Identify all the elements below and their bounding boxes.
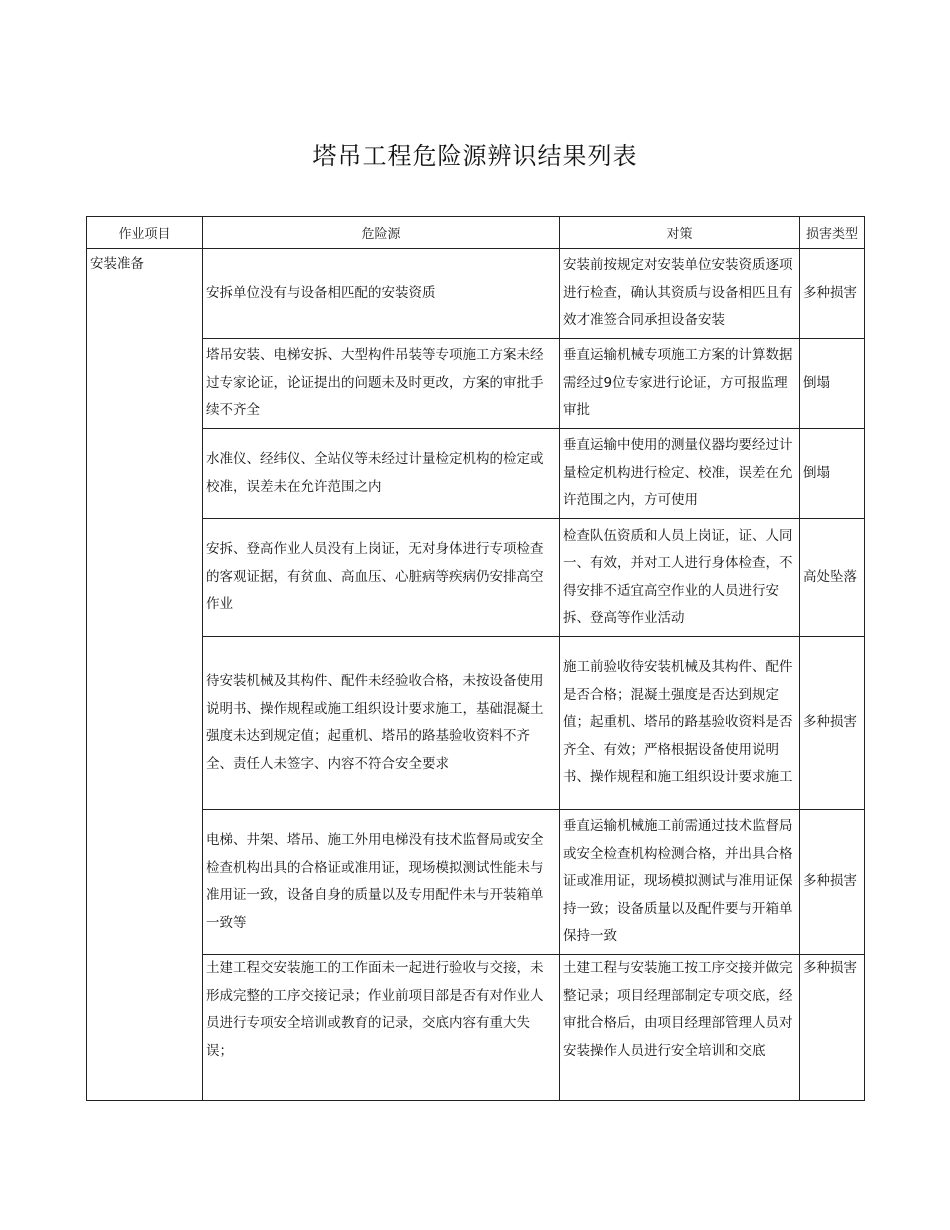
damage-type-cell: 倒塌 xyxy=(800,429,865,519)
table-row xyxy=(87,429,865,519)
hazard-cell: 水准仪、经纬仪、全站仪等未经过计量检定机构的检定或校准，误差未在允许范围之内 xyxy=(203,429,560,519)
table-row xyxy=(87,637,865,810)
hazard-table xyxy=(86,216,865,1101)
header-work-item: 作业项目 xyxy=(87,217,203,249)
category-cell: 安装准备 xyxy=(87,249,203,1101)
measure-cell: 土建工程与安装施工按工序交接并做完整记录；项目经理部制定专项交底，经审批合格后，由项目经理部管理人员对安装操作人员进行安全培训和交底 xyxy=(560,955,800,1101)
hazard-cell: 土建工程交安装施工的工作面未一起进行验收与交接，未形成完整的工序交接记录；作业前项目部是否有对作业人员进行专项安全培训或教育的记录，交底内容有重大失误； xyxy=(203,955,560,1101)
header-hazard: 危险源 xyxy=(203,217,560,249)
table-row xyxy=(87,955,865,1101)
damage-type-cell: 多种损害 xyxy=(800,249,865,339)
header-measure: 对策 xyxy=(560,217,800,249)
hazard-cell: 安拆单位没有与设备相匹配的安装资质 xyxy=(203,249,560,339)
hazard-cell: 电梯、井架、塔吊、施工外用电梯没有技术监督局或安全检查机构出具的合格证或准用证，现场模拟测试性能未与准用证一致，设备自身的质量以及专用配件未与开装箱单一致等 xyxy=(203,810,560,955)
table-row xyxy=(87,519,865,637)
damage-type-cell: 倒塌 xyxy=(800,339,865,429)
measure-cell: 垂直运输机械专项施工方案的计算数据需经过9位专家进行论证，方可报监理审批 xyxy=(560,339,800,429)
table-header-row xyxy=(87,217,865,249)
measure-cell: 垂直运输中使用的测量仪器均要经过计量检定机构进行检定、校准，误差在允许范围之内，方可使用 xyxy=(560,429,800,519)
damage-type-cell: 多种损害 xyxy=(800,637,865,810)
damage-type-cell: 多种损害 xyxy=(800,955,865,1101)
table-row xyxy=(87,339,865,429)
hazard-cell: 安拆、登高作业人员没有上岗证，无对身体进行专项检查的客观证据，有贫血、高血压、心脏病等疾病仍安排高空作业 xyxy=(203,519,560,637)
measure-cell: 安装前按规定对安装单位安装资质逐项进行检查，确认其资质与设备相匹且有效才准签合同承担设备安装 xyxy=(560,249,800,339)
header-damage-type: 损害类型 xyxy=(800,217,865,249)
measure-cell: 检查队伍资质和人员上岗证，证、人同一、有效，并对工人进行身体检查，不得安排不适宜高空作业的人员进行安拆、登高等作业活动 xyxy=(560,519,800,637)
page-title: 塔吊工程危险源辨识结果列表 xyxy=(312,142,638,170)
measure-cell: 垂直运输机械施工前需通过技术监督局或安全检查机构检测合格，并出具合格证或准用证，现场模拟测试与准用证保持一致；设备质量以及配件要与开箱单保持一致 xyxy=(560,810,800,955)
measure-cell: 施工前验收待安装机械及其构件、配件是否合格；混凝土强度是否达到规定值；起重机、塔吊的路基验收资料是否齐全、有效；严格根据设备使用说明书、操作规程和施工组织设计要求施工 xyxy=(560,637,800,810)
hazard-cell: 待安装机械及其构件、配件未经验收合格，未按设备使用说明书、操作规程或施工组织设计要求施工，基础混凝土强度未达到规定值；起重机、塔吊的路基验收资料不齐全、责任人未签字、内容不符合安全要求 xyxy=(203,637,560,810)
hazard-cell: 塔吊安装、电梯安拆、大型构件吊装等专项施工方案未经过专家论证，论证提出的问题未及时更改，方案的审批手续不齐全 xyxy=(203,339,560,429)
damage-type-cell: 多种损害 xyxy=(800,810,865,955)
damage-type-cell: 高处坠落 xyxy=(800,519,865,637)
table-row xyxy=(87,249,865,339)
table-row xyxy=(87,810,865,955)
